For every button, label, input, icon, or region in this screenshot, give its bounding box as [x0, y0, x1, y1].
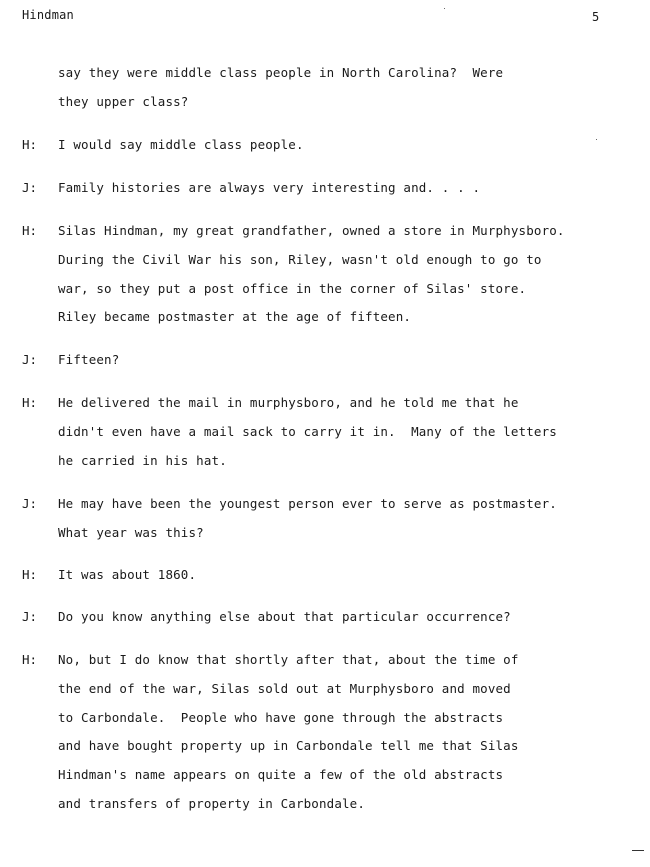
transcript-line: He may have been the youngest person ever to serve as postmaster.: [58, 496, 557, 511]
transcript-line: and transfers of property in Carbondale.: [58, 796, 366, 811]
transcript-line: and have bought property up in Carbondale tell me that Silas: [58, 738, 519, 754]
speaker-label: J:: [22, 352, 38, 367]
page-edge-mark: [632, 850, 644, 851]
transcript-line: they upper class?: [58, 93, 189, 109]
speaker-label: J:: [22, 496, 38, 511]
transcript-line: Fifteen?: [58, 352, 120, 367]
transcript-line: say they were middle class people in North Carolina? Were: [58, 65, 504, 80]
transcript-line: to Carbondale. People who have gone through the abstracts: [58, 709, 504, 725]
transcript-line: He delivered the mail in murphysboro, and he told me that he: [58, 395, 519, 410]
speaker-label: H:: [22, 137, 38, 152]
transcript-line: the end of the war, Silas sold out at Murphysboro and moved: [58, 680, 511, 696]
transcript-line: No, but I do know that shortly after that, about the time of: [58, 652, 519, 667]
transcript-line: I would say middle class people.: [58, 137, 304, 152]
speaker-label: H:: [22, 567, 38, 582]
scan-speck: [596, 139, 597, 140]
transcript-line: Riley became postmaster at the age of fifteen.: [58, 309, 412, 325]
transcript-line: didn't even have a mail sack to carry it in. Many of the letters: [58, 423, 557, 439]
transcript-line: he carried in his hat.: [58, 452, 227, 468]
speaker-label: H:: [22, 395, 38, 410]
transcript-line: What year was this?: [58, 524, 204, 540]
transcript-line: Silas Hindman, my great grandfather, owned a store in Murphysboro.: [58, 223, 565, 238]
speaker-label: H:: [22, 652, 38, 667]
scan-speck: [444, 8, 445, 9]
transcript-line: Do you know anything else about that particular occurrence?: [58, 609, 511, 624]
transcript-line: war, so they put a post office in the corner of Silas' store.: [58, 280, 527, 296]
speaker-label: H:: [22, 223, 38, 238]
transcript-line: It was about 1860.: [58, 567, 197, 582]
speaker-label: J:: [22, 609, 38, 624]
transcript-line: Family histories are always very interesting and. . . .: [58, 180, 481, 195]
transcript-line: Hindman's name appears on quite a few of the old abstracts: [58, 767, 504, 783]
page-number: 5: [592, 10, 600, 24]
transcript-line: During the Civil War his son, Riley, wasn't old enough to go to: [58, 251, 542, 267]
speaker-label: J:: [22, 180, 38, 195]
header-interviewee-name: Hindman: [22, 8, 74, 22]
